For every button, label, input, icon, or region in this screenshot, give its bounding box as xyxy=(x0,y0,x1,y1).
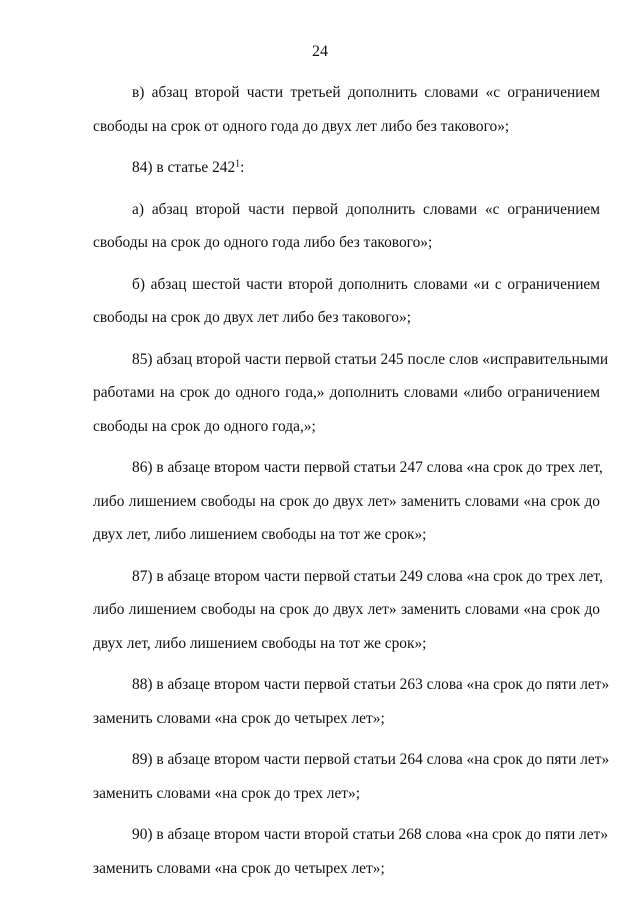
paragraph-line: 90) в абзаце втором части второй статьи 268 слова «на срок до пяти лет» xyxy=(132,826,609,843)
paragraph-line: двух лет, либо лишением свободы на тот же срок»; xyxy=(93,634,427,652)
paragraph-line: а) абзац второй части первой дополнить словами «с ограничением xyxy=(132,200,600,218)
paragraph-line: либо лишением свободы на срок до двух лет» заменить словами «на срок до xyxy=(93,601,600,618)
paragraph xyxy=(93,668,610,735)
paragraph-line: заменить словами «на срок до четырех лет»; xyxy=(93,859,385,877)
paragraph xyxy=(93,451,603,552)
paragraph xyxy=(93,193,600,260)
paragraph xyxy=(93,76,600,143)
paragraph-line: заменить словами «на срок до четырех лет»; xyxy=(93,709,385,727)
paragraph-line: свободы на срок до одного года,»; xyxy=(93,417,316,435)
paragraph-line: двух лет, либо лишением свободы на тот же срок»; xyxy=(93,526,427,543)
paragraph-line: 89) в абзаце втором части первой статьи 264 слова «на срок до пяти лет» xyxy=(132,751,610,768)
paragraph-line: заменить словами «на срок до трех лет»; xyxy=(93,784,360,802)
paragraph-line: 86) в абзаце втором части первой статьи 247 слова «на срок до трех лет, xyxy=(132,459,603,476)
paragraph xyxy=(93,343,609,444)
line-suffix: : xyxy=(240,159,245,176)
paragraph-line: работами на срок до одного года,» дополнить словами «либо ограничением xyxy=(93,384,600,401)
paragraph-line: свободы на срок до одного года либо без такового»; xyxy=(93,234,433,251)
superscript: 1 xyxy=(235,158,241,170)
paragraph-line: 85) абзац второй части первой статьи 245 после слов «исправительными xyxy=(132,350,609,368)
line-text: 84) в статье 242 xyxy=(132,159,236,176)
paragraph-line xyxy=(93,151,600,185)
page-number: 24 xyxy=(312,43,328,60)
paragraph xyxy=(93,560,603,661)
paragraph-line: свободы на срок от одного года до двух лет либо без такового»; xyxy=(93,117,510,135)
document-body xyxy=(93,76,610,893)
paragraph-line: в) абзац второй части третьей дополнить словами «с ограничением xyxy=(132,84,600,101)
paragraph xyxy=(93,268,600,335)
paragraph xyxy=(93,743,610,810)
paragraph-line: б) абзац шестой части второй дополнить словами «и с ограничением xyxy=(132,275,600,293)
paragraph xyxy=(93,818,609,885)
paragraph xyxy=(93,151,600,185)
paragraph-line: 87) в абзаце втором части первой статьи 249 слова «на срок до трех лет, xyxy=(132,567,603,585)
paragraph-line: 88) в абзаце втором части первой статьи 263 слова «на срок до пяти лет» xyxy=(132,676,610,693)
paragraph-line: либо лишением свободы на срок до двух лет» заменить словами «на срок до xyxy=(93,492,600,510)
paragraph-line: свободы на срок до двух лет либо без такового»; xyxy=(93,309,411,326)
